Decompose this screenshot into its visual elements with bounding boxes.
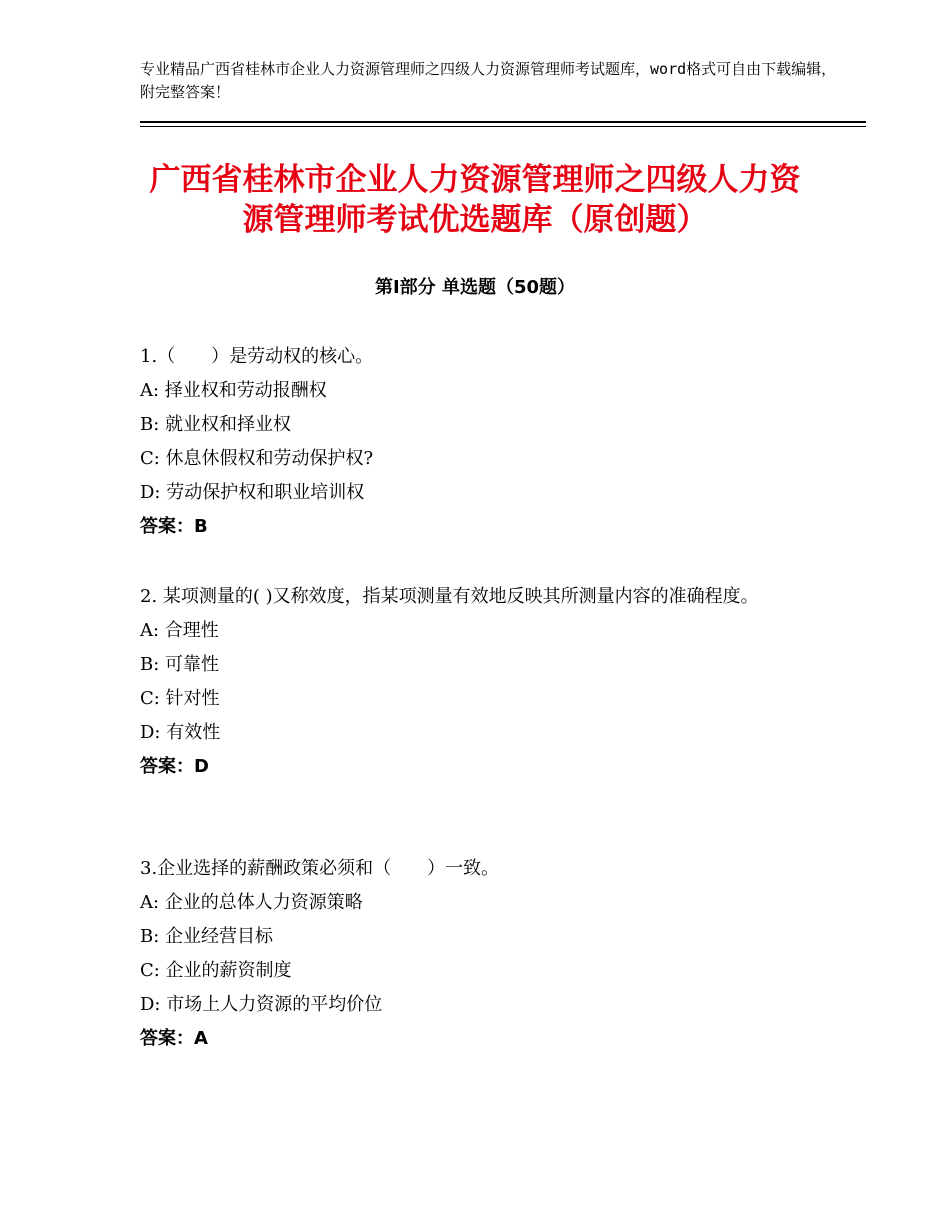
question-2 (140, 580, 810, 784)
option-c: C: 休息休假权和劳动保护权? (140, 448, 374, 469)
option-c: C: 企业的薪资制度 (140, 960, 292, 981)
header-note: 专业精品广西省桂林市企业人力资源管理师之四级人力资源管理师考试题库，word格式可自由下载编辑，附完整答案！ (140, 60, 837, 101)
option-a: A: 择业权和劳动报酬权 (140, 380, 327, 401)
option-d: D: 有效性 (140, 722, 221, 743)
option-b: B: 就业权和择业权 (140, 414, 292, 435)
answer: 答案：D (140, 756, 209, 777)
document-title: 广西省桂林市企业人力资源管理师之四级人力资源管理师考试优选题库（原创题） (149, 162, 801, 238)
header-rule-thin (140, 126, 866, 127)
question-3 (140, 852, 810, 1056)
option-a: A: 企业的总体人力资源策略 (140, 892, 363, 913)
answer: 答案：B (140, 516, 208, 537)
option-d: D: 市场上人力资源的平均价位 (140, 994, 383, 1015)
section-title: 第Ⅰ部分 单选题（50题） (374, 277, 575, 298)
question-1 (140, 340, 810, 544)
question-stem: 2. 某项测量的( )又称效度，指某项测量有效地反映其所测量内容的准确程度。 (140, 586, 759, 607)
header-rule-thick (140, 121, 866, 123)
option-a: A: 合理性 (140, 620, 219, 641)
question-stem: 3.企业选择的薪酬政策必须和（ ）一致。 (140, 858, 500, 879)
option-b: B: 可靠性 (140, 654, 220, 675)
option-b: B: 企业经营目标 (140, 926, 274, 947)
question-stem: 1.（ ）是劳动权的核心。 (140, 346, 374, 367)
option-d: D: 劳动保护权和职业培训权 (140, 482, 365, 503)
answer: 答案：A (140, 1028, 208, 1049)
option-c: C: 针对性 (140, 688, 220, 709)
